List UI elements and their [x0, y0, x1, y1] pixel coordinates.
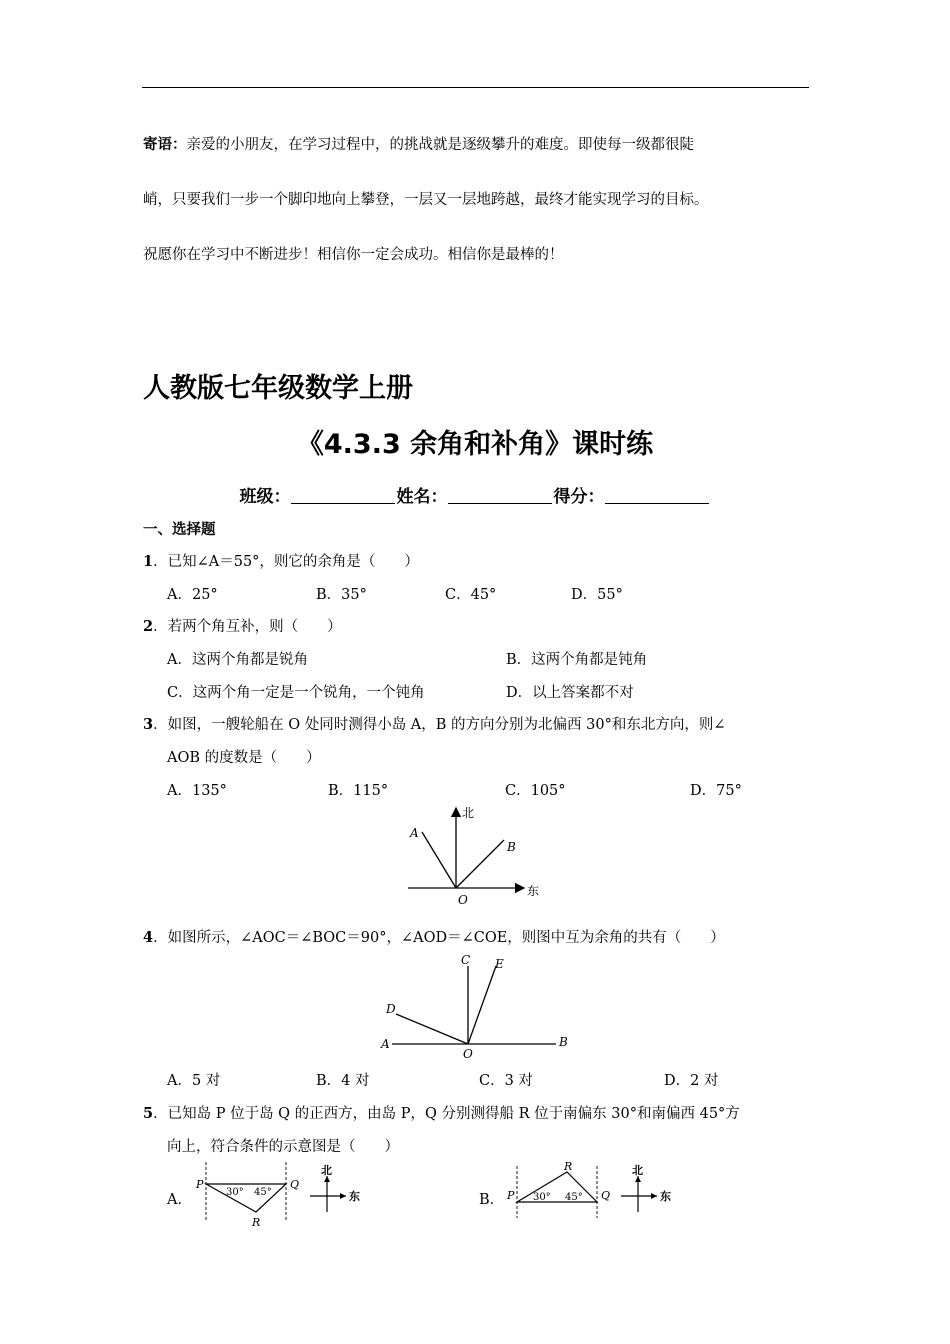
q5-figure-b	[503, 1158, 683, 1230]
q-label-b: Q	[601, 1189, 611, 1202]
q3-option-b[interactable]: B．115°	[328, 783, 389, 799]
q3-option-c[interactable]: C．105°	[505, 783, 566, 799]
q1-option-d[interactable]: D．55°	[571, 587, 623, 603]
header-rule	[142, 87, 809, 88]
north-label-a: 北	[321, 1164, 332, 1177]
q1-option-c[interactable]: C．45°	[445, 587, 497, 603]
q4-option-a[interactable]: A．5 对	[167, 1073, 221, 1089]
q5-text-2: 向上，符合条件的示意图是（ ）	[167, 1139, 399, 1155]
question-5	[143, 1102, 740, 1123]
question-1	[143, 550, 419, 571]
q3-figure	[400, 800, 550, 910]
q1-option-b[interactable]: B．35°	[316, 587, 367, 603]
q2-option-d[interactable]: D．以上答案都不对	[506, 685, 634, 701]
name-blank[interactable]	[448, 487, 552, 504]
q3-text-2: AOB 的度数是（ ）	[167, 750, 321, 766]
question-2	[143, 615, 342, 636]
q4-text: ．如图所示，∠AOC＝∠BOC＝90°，∠AOD＝∠COE，则图中互为余角的共有（ ）	[153, 930, 725, 946]
point-o-label-q4: O	[463, 1047, 473, 1061]
q2-number: 2	[143, 618, 154, 635]
class-blank[interactable]	[291, 487, 395, 504]
q5-option-a[interactable]: A．	[167, 1192, 192, 1208]
q2-text: ．若两个角互补，则（ ）	[153, 619, 342, 635]
q3-text: ．如图，一艘轮船在 O 处同时测得小岛 A，B 的方向分别为北偏西 30°和东北方向，则∠	[153, 717, 726, 733]
q5-figure-a	[192, 1160, 372, 1232]
point-a-label: A	[410, 826, 419, 840]
ray-ob	[456, 840, 504, 888]
point-a-label-q4: A	[381, 1037, 390, 1051]
ray-od	[396, 1014, 468, 1044]
ray-oa	[422, 832, 456, 888]
q1-text: ．已知∠A＝55°，则它的余角是（ ）	[153, 554, 419, 570]
q4-option-c[interactable]: C．3 对	[479, 1073, 533, 1089]
q1-number: 1	[143, 553, 154, 570]
intro-line-2: 峭，只要我们一步一个脚印地向上攀登，一层又一层地跨越，最终才能实现学习的目标。	[143, 192, 709, 208]
east-label-b: 东	[660, 1190, 671, 1203]
q2-option-b[interactable]: B．这两个角都是钝角	[506, 652, 648, 668]
p-label: P	[196, 1178, 204, 1191]
point-d-label: D	[386, 1002, 396, 1016]
question-3	[143, 713, 726, 734]
angle-30-label-b: 30°	[533, 1192, 551, 1203]
intro-line-1	[143, 133, 694, 154]
q3-option-a[interactable]: A．135°	[167, 783, 227, 799]
east-arrow-icon-b	[651, 1193, 657, 1199]
q4-option-b[interactable]: B．4 对	[316, 1073, 370, 1089]
angle-45-label-b: 45°	[565, 1192, 583, 1203]
q5-text: ．已知岛 P 位于岛 Q 的正西方，由岛 P，Q 分别测得船 R 位于南偏东 30°和南偏西 45°方	[153, 1106, 740, 1122]
north-label: 北	[462, 806, 475, 820]
point-b-label: B	[507, 840, 516, 854]
student-info	[0, 482, 950, 507]
q2-option-c[interactable]: C．这两个角一定是一个锐角，一个钝角	[167, 685, 425, 701]
intro-line-3: 祝愿你在学习中不断进步！相信你一定会成功。相信你是最棒的！	[143, 247, 564, 263]
ray-oe	[468, 966, 496, 1044]
point-b-label-q4: B	[559, 1035, 568, 1049]
triangle-pqr-b	[517, 1172, 597, 1202]
class-label: 班级：	[239, 487, 291, 507]
question-4	[143, 926, 725, 947]
r-label-b: R	[564, 1160, 573, 1173]
q1-option-a[interactable]: A．25°	[167, 587, 218, 603]
q3-option-d[interactable]: D．75°	[690, 783, 742, 799]
q4-figure	[370, 948, 580, 1063]
q5-number: 5	[143, 1105, 154, 1122]
lesson-title: 《4.3.3 余角和补角》课时练	[296, 429, 654, 460]
intro-label: 寄语：	[143, 137, 187, 153]
east-label: 东	[527, 884, 540, 898]
triangle-pqr	[206, 1184, 286, 1212]
angle-30-label: 30°	[226, 1187, 244, 1198]
east-label-a: 东	[349, 1190, 360, 1203]
name-label: 姓名：	[396, 487, 448, 507]
q4-number: 4	[143, 929, 154, 946]
north-label-b: 北	[632, 1164, 643, 1177]
point-c-label: C	[461, 953, 471, 967]
score-blank[interactable]	[605, 487, 709, 504]
r-label: R	[252, 1216, 261, 1229]
p-label-b: P	[507, 1189, 515, 1202]
q4-option-d[interactable]: D．2 对	[664, 1073, 719, 1089]
q5-option-b[interactable]: B．	[479, 1192, 505, 1208]
east-arrow-icon	[340, 1193, 346, 1199]
point-e-label: E	[495, 957, 504, 971]
q-label: Q	[290, 1178, 300, 1191]
angle-45-label: 45°	[254, 1187, 272, 1198]
score-label: 得分：	[553, 487, 605, 507]
q2-option-a[interactable]: A．这两个角都是锐角	[167, 652, 308, 668]
book-title: 人教版七年级数学上册	[143, 373, 413, 404]
section-title: 一、选择题	[143, 522, 216, 538]
point-o-label: O	[458, 893, 468, 907]
intro-text-1: 亲爱的小朋友，在学习过程中，的挑战就是逐级攀升的难度。即使每一级都很陡	[186, 137, 694, 153]
q3-number: 3	[143, 716, 154, 733]
